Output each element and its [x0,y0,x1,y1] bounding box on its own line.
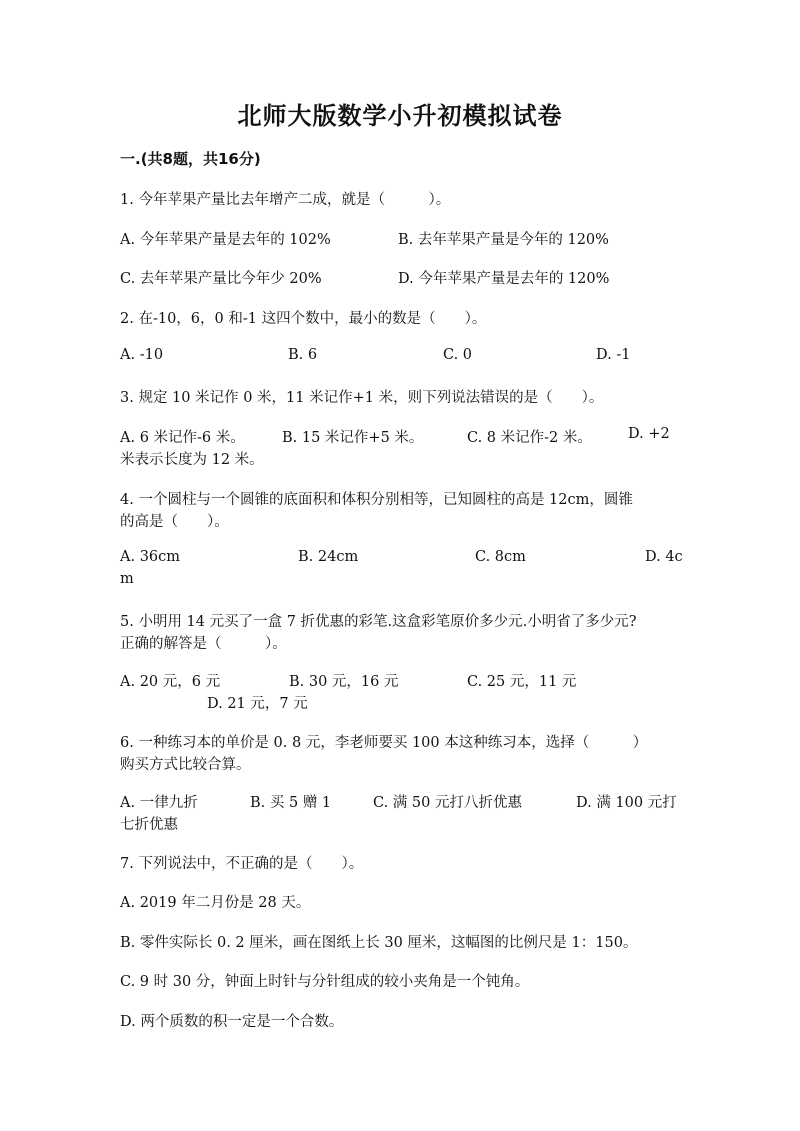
question-5-stem-line-1: 5. 小明用 14 元买了一盒 7 折优惠的彩笔.这盒彩笔原价多少元.小明省了多少元? [120,614,637,630]
question-7-option-d: D. 两个质数的积一定是一个合数。 [120,1014,344,1030]
question-5-option-a: A. 20 元，6 元 [120,674,221,690]
question-1-stem: 1. 今年苹果产量比去年增产二成，就是（ ）。 [120,192,451,208]
question-4-option-a: A. 36cm [120,549,181,565]
question-3-option-d: D. +2 [628,426,670,442]
question-4-stem-line-1: 4. 一个圆柱与一个圆锥的底面积和体积分别相等，已知圆柱的高是 12cm，圆锥 [120,492,633,508]
question-5-stem-line-2: 正确的解答是（ ）。 [120,636,287,652]
question-7-option-a: A. 2019 年二月份是 28 天。 [120,895,311,911]
question-2-option-d: D. -1 [596,347,631,363]
page-title: 北师大版数学小升初模拟试卷 [237,102,563,130]
question-5-option-b: B. 30 元，16 元 [289,674,399,690]
question-2-option-b: B. 6 [288,347,318,363]
question-6-option-c: C. 满 50 元打八折优惠 [373,795,522,811]
question-7-option-b: B. 零件实际长 0. 2 厘米，画在图纸上长 30 厘米，这幅图的比例尺是 1：150。 [120,935,638,951]
question-1-option-d: D. 今年苹果产量是去年的 120% [398,271,610,287]
question-3-option-b: B. 15 米记作+5 米。 [282,430,424,446]
question-7-stem: 7. 下列说法中，不正确的是（ ）。 [120,856,364,872]
question-2-option-a: A. -10 [120,347,164,363]
question-2-option-c: C. 0 [443,347,473,363]
question-4-option-b: B. 24cm [298,549,359,565]
question-6-option-b: B. 买 5 赠 1 [250,795,332,811]
question-4-option-c: C. 8cm [475,549,526,565]
question-6-stem-line-2: 购买方式比较合算。 [120,757,251,773]
question-3-stem: 3. 规定 10 米记作 0 米，11 米记作+1 米，则下列说法错误的是（ ）。 [120,390,604,406]
question-2-stem: 2. 在-10，6，0 和-1 这四个数中，最小的数是（ ）。 [120,311,487,327]
question-1-option-a: A. 今年苹果产量是去年的 102% [120,232,331,248]
question-6-stem-line-1: 6. 一种练习本的单价是 0. 8 元，李老师要买 100 本这种练习本，选择（ ） [120,735,648,751]
section-header: 一.(共8题，共16分) [120,150,261,168]
question-4-option-d-continued: m [120,571,134,587]
question-6-option-d: D. 满 100 元打 [576,795,677,811]
question-5-option-c: C. 25 元，11 元 [467,674,577,690]
question-3-option-a: A. 6 米记作-6 米。 [120,430,245,446]
question-6-option-a: A. 一律九折 [120,795,198,811]
question-6-option-d-continued: 七折优惠 [120,817,178,833]
question-3-option-c: C. 8 米记作-2 米。 [467,430,592,446]
question-1-option-b: B. 去年苹果产量是今年的 120% [398,232,609,248]
question-1-option-c: C. 去年苹果产量比今年少 20% [120,271,322,287]
question-7-option-c: C. 9 时 30 分，钟面上时针与分针组成的较小夹角是一个钝角。 [120,974,530,990]
question-3-option-d-continued: 米表示长度为 12 米。 [120,452,264,468]
question-4-option-d: D. 4c [645,549,683,565]
question-4-stem-line-2: 的高是（ ）。 [120,514,229,530]
question-5-option-d: D. 21 元，7 元 [207,696,308,712]
